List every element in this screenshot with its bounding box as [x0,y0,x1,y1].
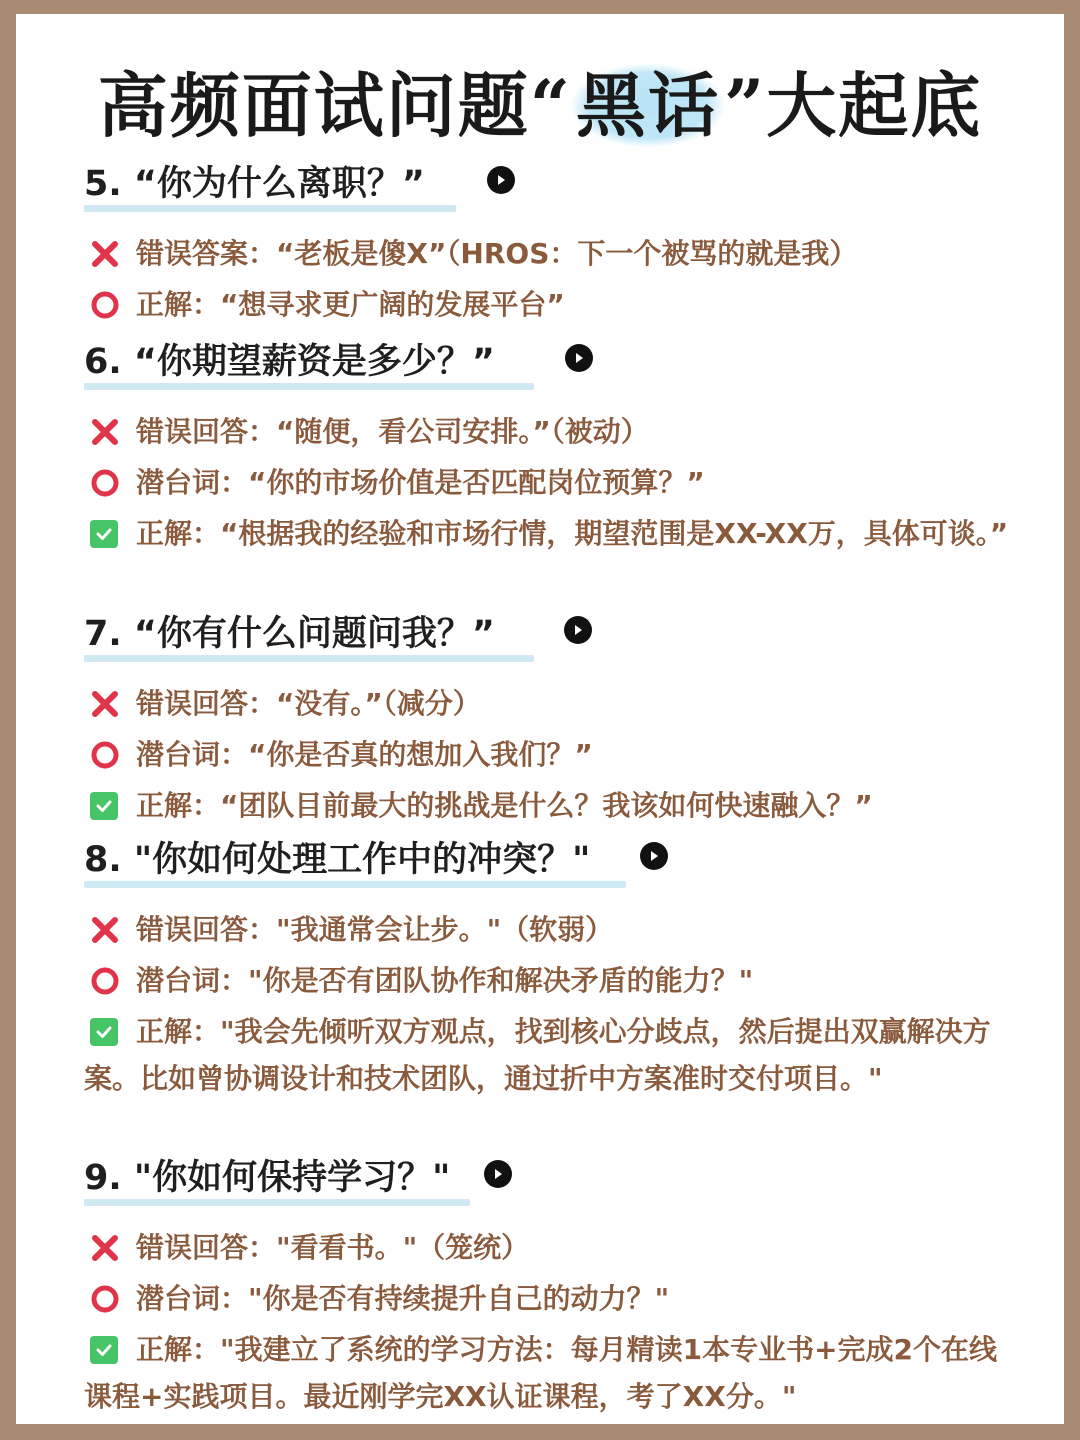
title-highlight: 黑话 [572,64,724,147]
cross-icon [90,680,128,727]
cross-icon [90,906,128,953]
line-text: 潜台词："你是否有持续提升自己的动力？" [136,1282,670,1315]
cross-icon [90,1224,128,1271]
question-text: 6. “你期望薪资是多少？” [84,342,495,382]
arrow-right-icon [484,1160,512,1188]
subtext-line [84,731,1014,778]
subtext-line [84,459,1014,506]
question-heading [84,156,456,212]
correct-answer-line [84,782,1014,829]
line-text: 错误回答：“没有。”（减分） [136,687,481,720]
circle-icon [90,957,128,1004]
circle-icon [90,1275,128,1322]
line-text: 潜台词：“你是否真的想加入我们？” [136,738,593,771]
line-text: 错误回答："看看书。"（笼统） [136,1231,530,1264]
question-heading [84,1150,470,1206]
question-section-9 [84,1150,1014,1420]
heading-underline [84,1199,470,1206]
question-text: 5. “你为什么离职？” [84,164,425,204]
heading-underline [84,655,534,662]
wrong-answer-line [84,680,1014,727]
circle-icon [90,459,128,506]
line-text: 错误回答：“随便，看公司安排。”（被动） [136,415,649,448]
question-text: 9. "你如何保持学习？" [84,1158,451,1198]
question-section-8 [84,832,1014,1102]
line-text: 错误回答："我通常会让步。"（软弱） [136,913,614,946]
arrow-right-icon [640,842,668,870]
subtext-line [84,1275,1014,1322]
check-icon [90,1326,128,1373]
question-heading [84,606,534,662]
check-icon [90,1008,128,1055]
question-section-5 [84,156,1014,328]
question-section-7 [84,606,1014,829]
arrow-right-icon [565,344,593,372]
question-heading [84,832,626,888]
cross-icon [90,230,128,277]
correct-answer-line [84,281,1014,328]
arrow-right-icon [487,166,515,194]
line-text: 潜台词：“你的市场价值是否匹配岗位预算？” [136,466,705,499]
subtext-line [84,957,1014,1004]
circle-icon [90,731,128,778]
line-text: 错误答案：“老板是傻X”（HROS：下一个被骂的就是我） [136,237,858,270]
line-text: 正解："我会先倾听双方观点，找到核心分歧点，然后提出双赢解决方案。比如曾协调设计和技术团队，通过折中方案准时交付项目。" [84,1015,991,1095]
circle-icon [90,281,128,328]
correct-answer-line [84,510,1014,557]
correct-answer-line [84,1008,1014,1102]
heading-underline [84,383,534,390]
line-text: 正解：“想寻求更广阔的发展平台” [136,288,565,321]
wrong-answer-line [84,906,1014,953]
line-text: 正解："我建立了系统的学习方法：每月精读1本专业书+完成2个在线课程+实践项目。最近刚学完XX认证课程，考了XX分。" [84,1333,998,1413]
title-suffix: ”大起底 [724,64,983,147]
wrong-answer-line [84,230,1014,277]
wrong-answer-line [84,408,1014,455]
question-text: 7. “你有什么问题问我？” [84,614,495,654]
content-card [16,14,1064,1424]
check-icon [90,782,128,829]
line-text: 正解：“团队目前最大的挑战是什么？我该如何快速融入？” [136,789,873,822]
heading-underline [84,881,626,888]
line-text: 正解：“根据我的经验和市场行情，期望范围是XX-XX万，具体可谈。” [136,517,1009,550]
wrong-answer-line [84,1224,1014,1271]
question-section-6 [84,334,1014,557]
correct-answer-line [84,1326,1014,1420]
page-title [16,50,1064,151]
question-text: 8. "你如何处理工作中的冲突？" [84,840,591,880]
heading-underline [84,205,456,212]
line-text: 潜台词："你是否有团队协作和解决矛盾的能力？" [136,964,754,997]
title-prefix: 高频面试问题“ [97,64,572,147]
question-heading [84,334,534,390]
cross-icon [90,408,128,455]
check-icon [90,510,128,557]
arrow-right-icon [564,616,592,644]
